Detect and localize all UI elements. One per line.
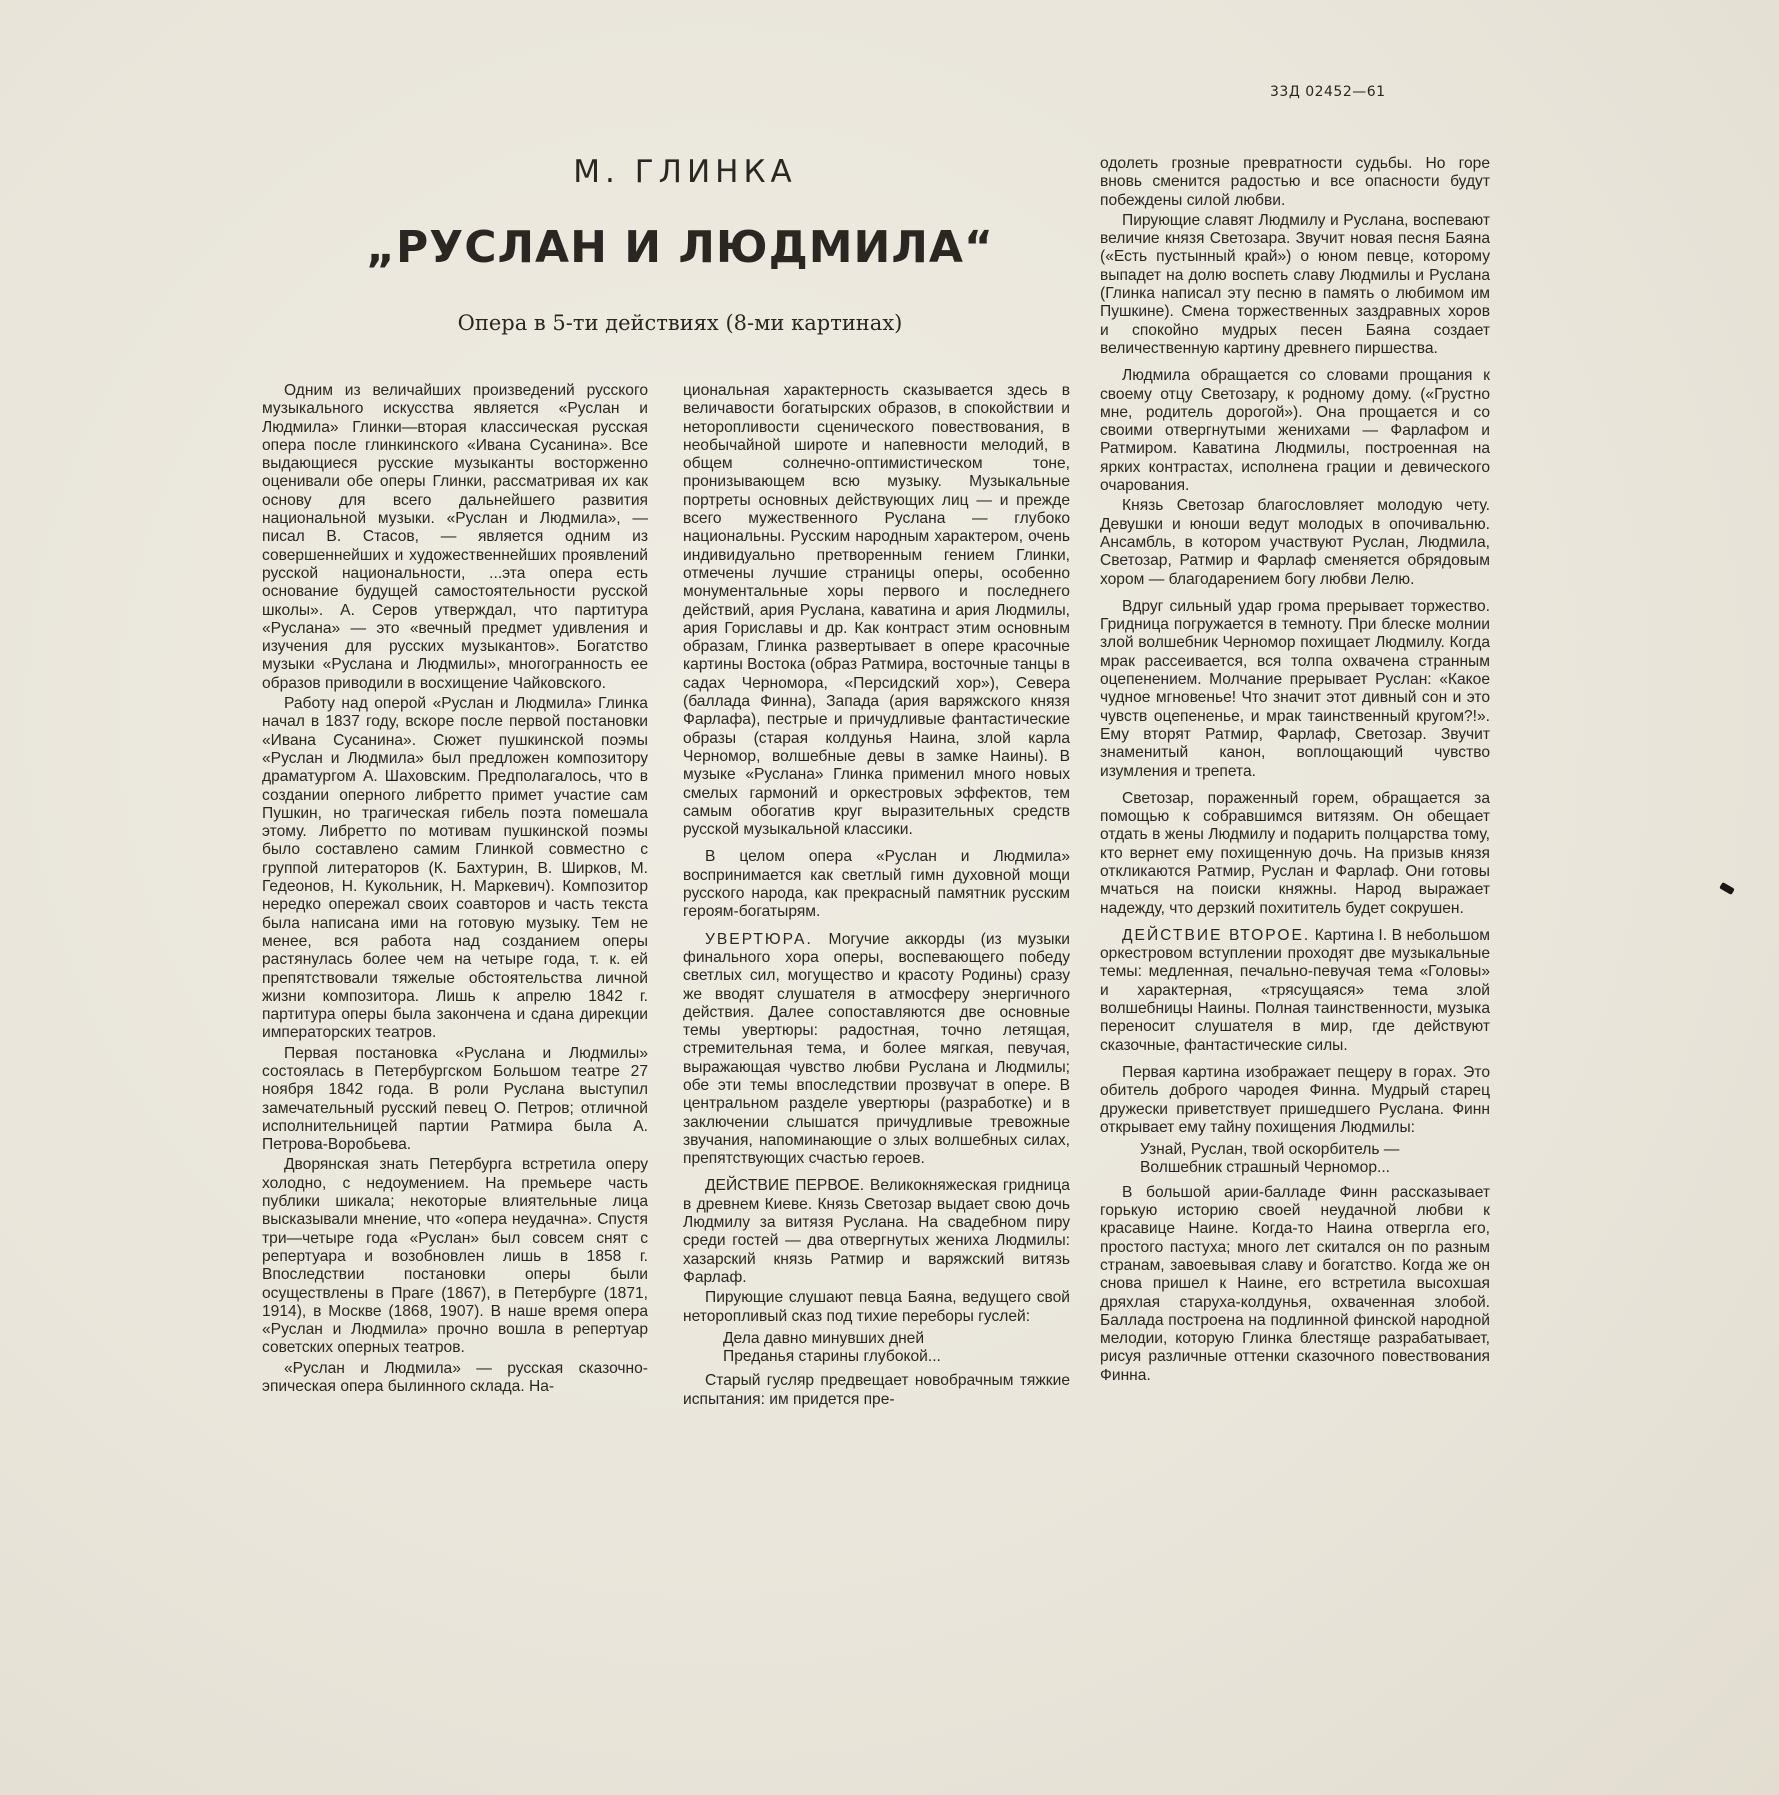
paragraph: Светозар, пораженный горем, обращается за помощью к собравшимся витязям. Он обещает отдать в жены Людмилу и подарить полцарства тому, кто вернет ему похищенную дочь. На призыв князя откликаются Ратмир, Руслан и Фарлаф. Они готовы мчаться на поиски княжны. Народ выражает надежду, что дерзкий похититель будет сокрушен. bbox=[1100, 789, 1490, 917]
paragraph: Одним из величайших произведений русского музыкального искусства является «Руслан и Людмила» Глинки—вторая классическая русская опера после глинкинского «Ивана Сусанина». Все выдающиеся русские музыканты восторженно оценивали обе оперы Глинки, рассматривая их как основу для всего дальнейшего развития национальной музыки. «Руслан и Людмила», — писал В. Стасов, — является одним из совершеннейших и художественнейших проявлений русской национальности, ...эта опера есть основание будущей самостоятельности русской школы». А. Серов утверждал, что партитура «Руслана» — это «вечный предмет удивления и изучения для русских музыкантов». Богатство музыки «Руслана и Людмилы», многогранность ее образов приводили в восхищение Чайковского. bbox=[262, 382, 648, 692]
paragraph bbox=[683, 1177, 1070, 1287]
verse-line: Узнай, Руслан, твой оскорбитель — bbox=[1140, 1141, 1400, 1159]
verse-line: Волшебник страшный Черномор... bbox=[1140, 1159, 1390, 1177]
paragraph: Дворянская знать Петербурга встретила оперу холодно, с недоумением. На премьере часть публики шикала; некоторые влиятельные лица высказывали мнение, что «опера неудачна». Спустя три—четыре года «Руслан» был совсем снят с репертуара и возобновлен лишь в 1858 г. Впоследствии постановки оперы были осуществлены в Праге (1867), в Петербурге (1871, 1914), в Москве (1868, 1907). В наше время опера «Руслан и Людмила» прочно вошла в репертуар советских оперных театров. bbox=[262, 1156, 648, 1357]
paragraph: Людмила обращается со словами прощания к своему отцу Светозару, к родному дому. («Грустно мне, родитель дорогой»). Она прощается и со своими отвергнутыми женихами — Фарлафом и Ратмиром. Каватина Людмилы, построенная на ярких контрастах, исполнена грации и девического очарования. bbox=[1100, 367, 1490, 495]
paragraph: одолеть грозные превратности судьбы. Но горе вновь сменится радостью и все опасности будут побеждены силой любви. bbox=[1100, 155, 1490, 209]
paragraph: «Руслан и Людмила» — русская сказочно-эпическая опера былинного склада. На- bbox=[262, 1359, 648, 1396]
catalog-number: 33Д 02452—61 bbox=[1270, 84, 1386, 100]
section-text: Великокняжеская гридница в древнем Киеве. Князь Светозар выдает свою дочь Людмилу за витязя Руслана. На свадебном пиру среди гостей — два отвергнутых жениха Людмилы: хазарский князь Ратмир и варяжский витязь Фарлаф. bbox=[683, 1177, 1070, 1286]
text-column-1 bbox=[262, 382, 648, 1398]
paragraph: В целом опера «Руслан и Людмила» воспринимается как светлый гимн духовной мощи русского народа, как прекрасный памятник русским героям-богатырям. bbox=[683, 848, 1070, 921]
paragraph bbox=[1100, 927, 1490, 1055]
paragraph: циональная характерность сказывается здесь в величавости богатырских образов, в спокойствии и неторопливости сценического повествования, в необычайной широте и напевности мелодий, в общем солнечно-оптимистическом тоне, пронизывающем всю музыку. Музыкальные портреты основных действующих лиц — и прежде всего мужественного Руслана — глубоко национальны. Русским народным характером, очень индивидуально претворенным гением Глинки, отмечены лучшие страницы оперы, особенно монументальные хоры первого и последнего действий, ария Руслана, каватина и ария Людмилы, ария Гориславы и др. Как контраст этим основным образам, Глинка развертывает в опере красочные картины Востока (образ Ратмира, восточные танцы в садах Черномора, «Персидский хор»), Севера (баллада Финна), Запада (ария варяжского князя Фарлафа), пестрые и причудливые фантастические образы (старая колдунья Наина, злой карла Черномор, волшебные девы в замке Наины). В музыке «Руслана» Глинка применил много новых смелых гармоний и оркестровых эффектов, тем самым обогатив круг выразительных средств русской музыкальной классики. bbox=[683, 382, 1070, 839]
section-text: Могучие аккорды (из музыки финального хора оперы, воспевающего победу светлых сил, могущество и красоту Родины) сразу же вводят слушателя в атмосферу энергичного действия. Далее сопоставляются две основные темы увертюры: радостная, точно летящая, стремительная тема, и более мягкая, певучая, выражающая чувство любви Руслана и Людмилы; обе эти темы впоследствии прозвучат в опере. В центральном разделе увертюры (разработке) и в заключении слышатся причудливые тревожные звучания, напоминающие о злых волшебных силах, препятствующих счастью героев. bbox=[683, 930, 1070, 1168]
text-column-3 bbox=[1100, 155, 1490, 1387]
paragraph: Пирующие слушают певца Баяна, ведущего свой неторопливый сказ под тихие переборы гуслей: bbox=[683, 1289, 1070, 1325]
section-heading: УВЕРТЮРА. bbox=[705, 930, 813, 948]
paragraph bbox=[683, 931, 1070, 1169]
verse-quote bbox=[1140, 1141, 1490, 1178]
paragraph: Работу над оперой «Руслан и Людмила» Глинка начал в 1837 году, вскоре после первой постановки «Ивана Сусанина». Сюжет пушкинской поэмы «Руслан и Людмила» был предложен композитору драматургом А. Шаховским. Предполагалось, что в создании оперного либретто примет участие сам Пушкин, но трагическая гибель поэта помешала этому. Либретто по мотивам пушкинской поэмы было составлено самим Глинкой совместно с группой литераторов (К. Бахтурин, В. Ширков, М. Гедеонов, Н. Кукольник, Н. Маркевич). Композитор нередко опережал своих соавторов и часть текста была написана ими на готовую музыку. Тем не менее, вся работа над созданием оперы растянулась более чем на четыре года, т. к. ей препятствовали тяжелые обстоятельства личной жизни композитора. Лишь к апрелю 1842 г. партитура оперы была закончена и сдана дирекции императорских театров. bbox=[262, 695, 648, 1042]
paragraph: Князь Светозар благословляет молодую чету. Девушки и юноши ведут молодых в опочивальню. Ансамбль, в котором участвуют Руслан, Людмила, Светозар, Ратмир и Фарлаф сменяется обрядовым хором — благодарением богу любви Лелю. bbox=[1100, 497, 1490, 588]
paragraph: Вдруг сильный удар грома прерывает торжество. Гридница погружается в темноту. При блеске молнии злой волшебник Черномор похищает Людмилу. Когда мрак рассеивается, вся толпа охвачена странным оцепенением. Молчание прерывает Руслан: «Какое чудное мгновенье! Что значит этот дивный сон и это чувств оцепененье, и мрак таинственный кругом?!». Ему вторят Ратмир, Фарлаф, Светозар. Звучит знаменитый канон, воплощающий чувство изумления и трепета. bbox=[1100, 597, 1490, 780]
verse-line: Преданья старины глубокой... bbox=[723, 1348, 941, 1366]
composer-name: М. ГЛИНКА bbox=[573, 154, 797, 190]
opera-title: „РУСЛАН И ЛЮДМИЛА“ bbox=[366, 222, 994, 273]
ink-mark bbox=[1719, 882, 1735, 895]
paragraph: В большой арии-балладе Финн рассказывает горькую историю своей неудачной любви к красавице Наине. Когда-то Наина отвергла его, простого пастуха; много лет скитался он по разным странам, завоевывая славу и богатство. Когда же он снова пришел к Наине, его встретила высохшая дряхлая старуха-колдунья, охваченная злобой. Баллада построена на подлинной финской народной мелодии, которую Глинка блестяще разрабатывает, рисуя различные оттенки сказочного повествования Финна. bbox=[1100, 1183, 1490, 1384]
paragraph: Пирующие славят Людмилу и Руслана, воспевают величие князя Светозара. Звучит новая песня Баяна («Есть пустынный край») о юном певце, которому выпадет на долю воспеть славу Людмилы и Руслана (Глинка написал эту песню в память о любимом им Пушкине). Смена торжественных заздравных хоров и спокойно мудрых песен Баяна создает величественную картину древнего пиршества. bbox=[1100, 211, 1490, 357]
text-column-2 bbox=[683, 382, 1070, 1411]
verse-line: Дела давно минувших дней bbox=[723, 1329, 925, 1347]
paragraph: Старый гусляр предвещает новобрачным тяжкие испытания: им придется пре- bbox=[683, 1372, 1070, 1408]
paragraph: Первая постановка «Руслана и Людмилы» состоялась в Петербургском Большом театре 27 ноября 1842 года. В роли Руслана выступил замечательный русский певец О. Петров; отличной исполнительницей партии Ратмира была А. Петрова-Воробьева. bbox=[262, 1044, 648, 1154]
section-heading: ДЕЙСТВИЕ ПЕРВОЕ. bbox=[705, 1177, 865, 1195]
verse-quote bbox=[723, 1330, 1070, 1367]
paragraph: Первая картина изображает пещеру в горах. Это обитель доброго чародея Финна. Мудрый старец дружески приветствует пришедшего Руслана. Финн открывает ему тайну похищения Людмилы: bbox=[1100, 1063, 1490, 1136]
section-text: Картина I. В небольшом оркестровом вступлении проходят две музыкальные темы: медленная, печально-певучая тема «Головы» и характерная, «трясущаяся» тема злой волшебницы Наины. Полная таинственности, музыка переносит слушателя в мир, где действуют сказочные, фантастические силы. bbox=[1100, 926, 1490, 1054]
opera-subtitle: Опера в 5-ти действиях (8-ми картинах) bbox=[457, 311, 903, 335]
section-heading: ДЕЙСТВИЕ ВТОРОЕ. bbox=[1122, 926, 1311, 944]
